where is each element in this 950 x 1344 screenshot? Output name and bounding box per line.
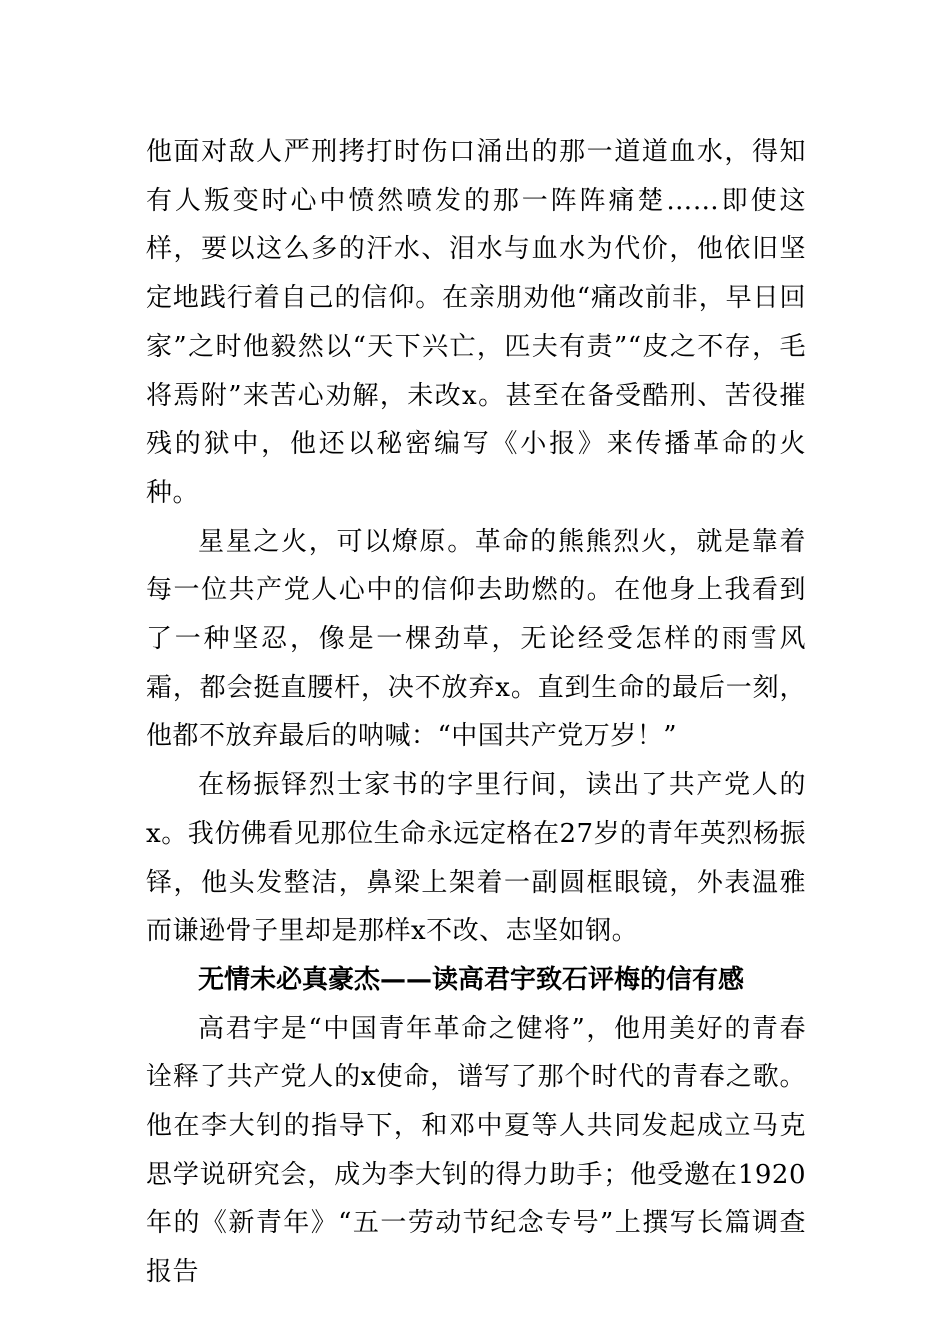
body-paragraph-2: 星星之火，可以燎原。革命的熊熊烈火，就是靠着每一位共产党人心中的信仰去助燃的。在他身上我看到了一种坚忍，像是一棵劲草，无论经受怎样的雨雪风霜，都会挺直腰杆，决不放弃x。直到生命的最后一刻，他都不放弃最后的呐喊：“中国共产党万岁！” <box>146 526 806 752</box>
body-paragraph-1: 他面对敌人严刑拷打时伤口涌出的那一道道血水，得知有人叛变时心中愤然喷发的那一阵阵痛楚……即使这样，要以这么多的汗水、泪水与血水为代价，他依旧坚定地践行着自己的信仰。在亲朋劝他“痛改前非，早日回家”之时他毅然以“天下兴亡，匹夫有责”“皮之不存，毛将焉附”来苦心劝解，未改x。甚至在备受酷刑、苦役摧残的狱中，他还以秘密编写《小报》来传播革命的火种。 <box>146 137 806 508</box>
section-heading: 无情未必真豪杰——读高君宇致石评梅的信有感 <box>198 964 745 995</box>
body-paragraph-4: 高君宇是“中国青年革命之健将”，他用美好的青春诠释了共产党人的x使命，谱写了那个时代的青春之歌。他在李大钊的指导下，和邓中夏等人共同发起成立马克思学说研究会，成为李大钊的得力助手；他受邀在1920年的《新青年》“五一劳动节纪念专号”上撰写长篇调查报告 <box>146 1013 806 1288</box>
body-paragraph-3: 在杨振铎烈士家书的字里行间，读出了共产党人的x。我仿佛看见那位生命永远定格在27岁的青年英烈杨振铎，他头发整洁，鼻梁上架着一副圆框眼镜，外表温雅而谦逊骨子里却是那样x不改、志坚如钢。 <box>146 770 806 947</box>
document-body <box>146 128 806 1297</box>
